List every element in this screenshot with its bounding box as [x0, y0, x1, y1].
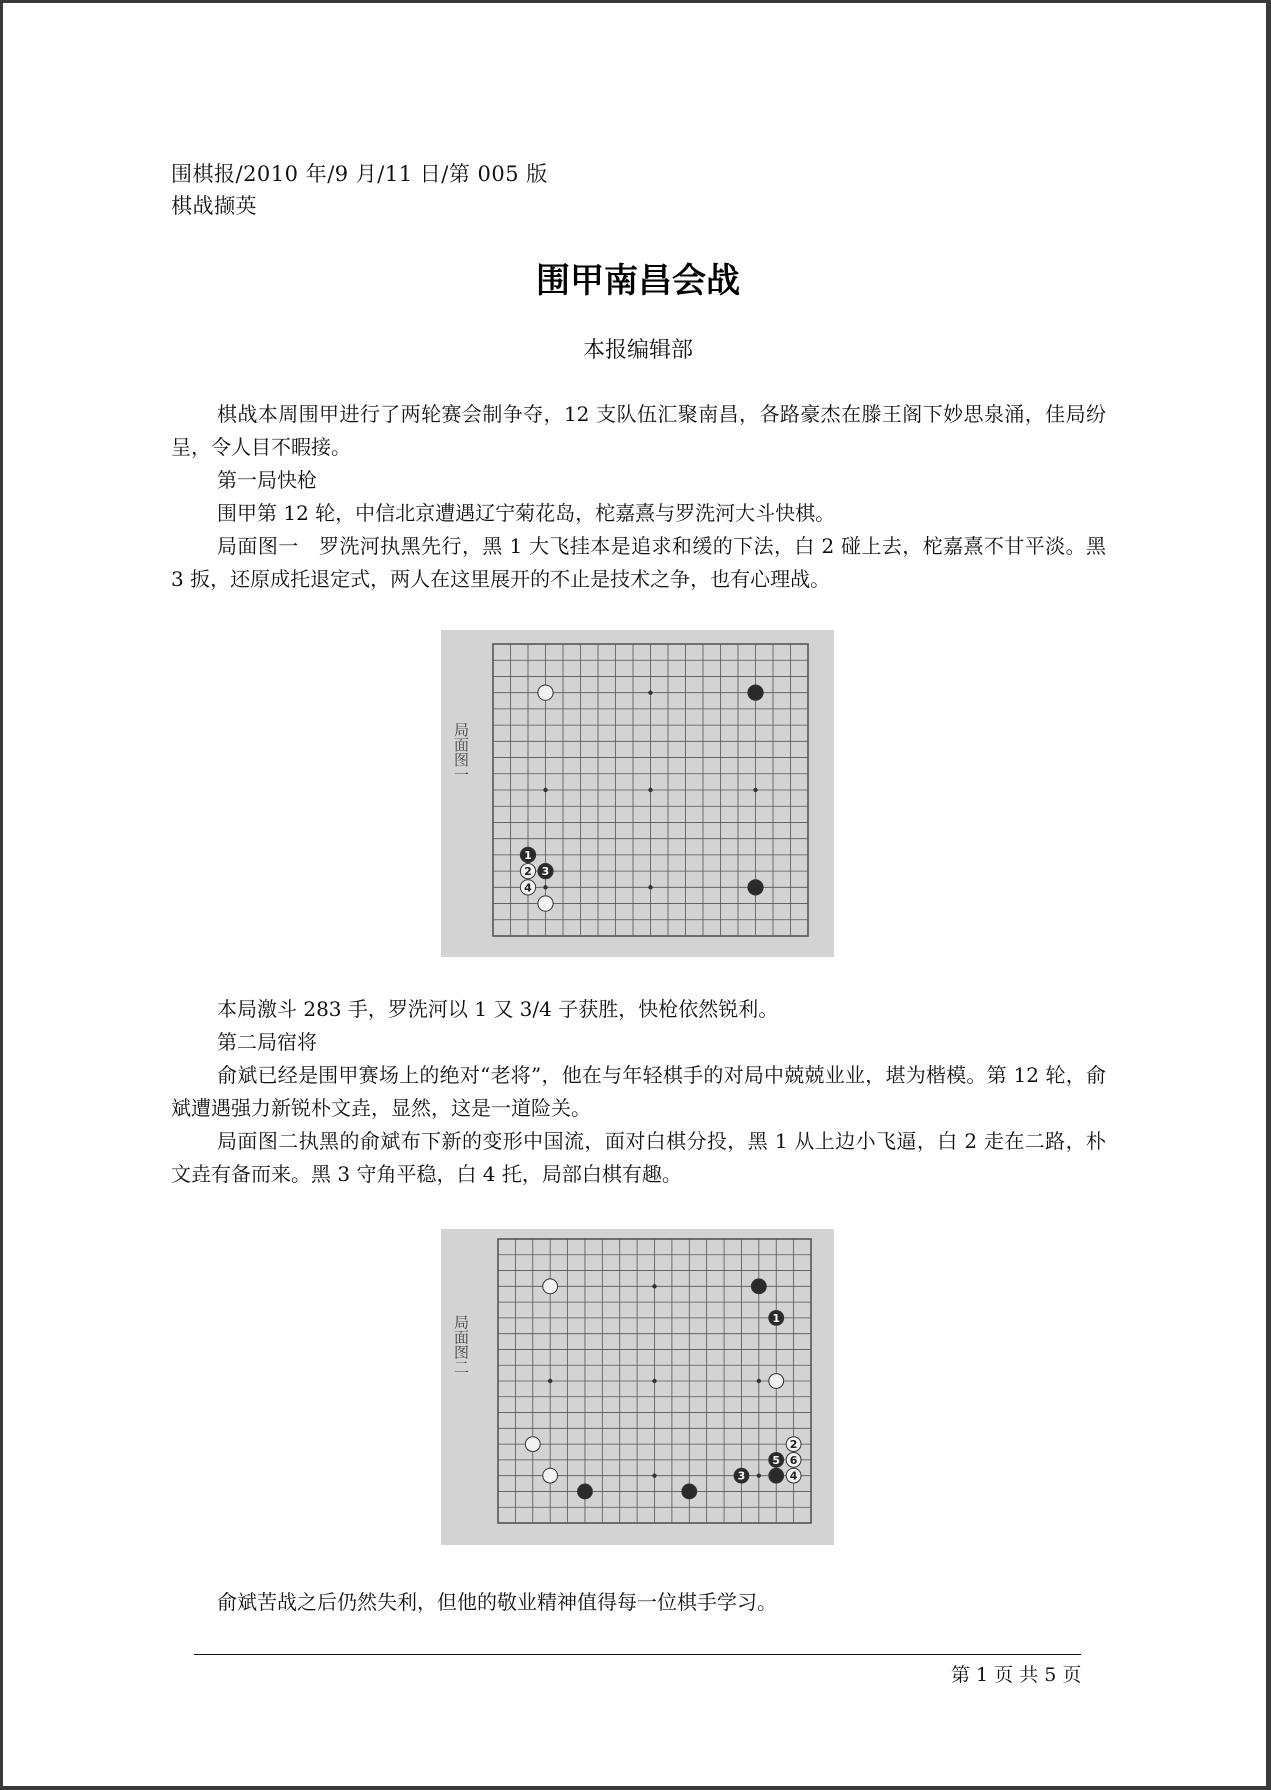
- board-svg-1: [441, 630, 834, 957]
- white-stone: [543, 1279, 558, 1294]
- white-stone: [538, 685, 553, 700]
- stone-move-number: 1: [524, 848, 532, 862]
- paragraph-game-1-intro: 围甲第 12 轮，中信北京遭遇辽宁菊花岛，柁嘉熹与罗洗河大斗快棋。: [217, 501, 836, 525]
- stone-move-number: 4: [524, 881, 532, 895]
- black-stone: [578, 1484, 593, 1499]
- paragraph-game-1-result: 本局激斗 283 手，罗洗河以 1 又 3/4 子获胜，快枪依然锐利。: [217, 997, 779, 1021]
- stone-move-number: 2: [789, 1438, 798, 1452]
- source-line: 围棋报/2010 年/9 月/11 日/第 005 版: [171, 162, 548, 186]
- paragraph-game-2-intro: 俞斌已经是围甲赛场上的绝对“老将”，他在与年轻棋手的对局中兢兢业业，堪为楷模。第 12 轮，俞斌遭遇强力新锐朴文垚，显然，这是一道险关。: [171, 1063, 1106, 1120]
- stone-move-number: 2: [524, 865, 532, 879]
- star-point: [652, 1284, 656, 1288]
- white-stone: [525, 1437, 540, 1452]
- go-board-diagram-1: [441, 630, 834, 957]
- document-page: [3, 3, 1266, 1786]
- subheading-game-1: 第一局快枪: [217, 468, 317, 492]
- black-stone: [682, 1484, 697, 1499]
- paragraph-conclusion: 俞斌苦战之后仍然失利，但他的敬业精神值得每一位棋手学习。: [217, 1590, 777, 1614]
- white-stone: [543, 1468, 558, 1483]
- article-title: 围甲南昌会战: [536, 261, 740, 301]
- star-point: [648, 788, 652, 792]
- star-point: [548, 1379, 552, 1383]
- black-stone: [748, 880, 763, 895]
- stone-move-number: 1: [772, 1311, 781, 1325]
- paragraph-intro: 棋战本周围甲进行了两轮赛会制争夺，12 支队伍汇聚南昌，各路豪杰在滕王阁下妙思泉涌，佳局纷呈，令人目不暇接。: [171, 402, 1106, 459]
- star-point: [757, 1379, 761, 1383]
- star-point: [652, 1379, 656, 1383]
- star-point: [757, 1473, 761, 1477]
- star-point: [648, 690, 652, 694]
- go-board-diagram-2: [441, 1229, 834, 1545]
- black-stone: [769, 1468, 784, 1483]
- black-stone: [748, 685, 763, 700]
- white-stone: [769, 1374, 784, 1389]
- star-point: [543, 885, 547, 889]
- stone-move-number: 3: [737, 1469, 746, 1483]
- footer-divider: [194, 1654, 1081, 1655]
- stone-move-number: 6: [789, 1453, 798, 1467]
- page-indicator: 第 1 页 共 5 页: [951, 1664, 1082, 1686]
- black-stone: [751, 1279, 766, 1294]
- stone-move-number: 5: [772, 1453, 781, 1467]
- star-point: [543, 788, 547, 792]
- diagram-label: 局面图一: [452, 722, 470, 783]
- diagram-label: 局面图二: [452, 1314, 470, 1375]
- stone-move-number: 4: [789, 1469, 798, 1483]
- subheading-game-2: 第二局宿将: [217, 1030, 317, 1054]
- paragraph-diagram-2-desc: 局面图二执黑的俞斌布下新的变形中国流，面对白棋分投，黑 1 从上边小飞逼，白 2 走在二路，朴文垚有备而来。黑 3 守角平稳，白 4 托，局部白棋有趣。: [171, 1129, 1106, 1186]
- stone-move-number: 3: [541, 865, 550, 879]
- white-stone: [538, 896, 553, 911]
- paragraph-diagram-1-desc: 局面图一 罗洗河执黑先行，黑 1 大飞挂本是追求和缓的下法，白 2 碰上去，柁嘉熹不甘平淡。黑 3 扳，还原成托退定式，两人在这里展开的不止是技术之争，也有心理战。: [171, 534, 1106, 591]
- star-point: [652, 1473, 656, 1477]
- star-point: [648, 885, 652, 889]
- section-name: 棋战撷英: [171, 194, 257, 218]
- star-point: [753, 788, 757, 792]
- board-svg-2: [441, 1229, 834, 1545]
- article-author: 本报编辑部: [582, 338, 693, 363]
